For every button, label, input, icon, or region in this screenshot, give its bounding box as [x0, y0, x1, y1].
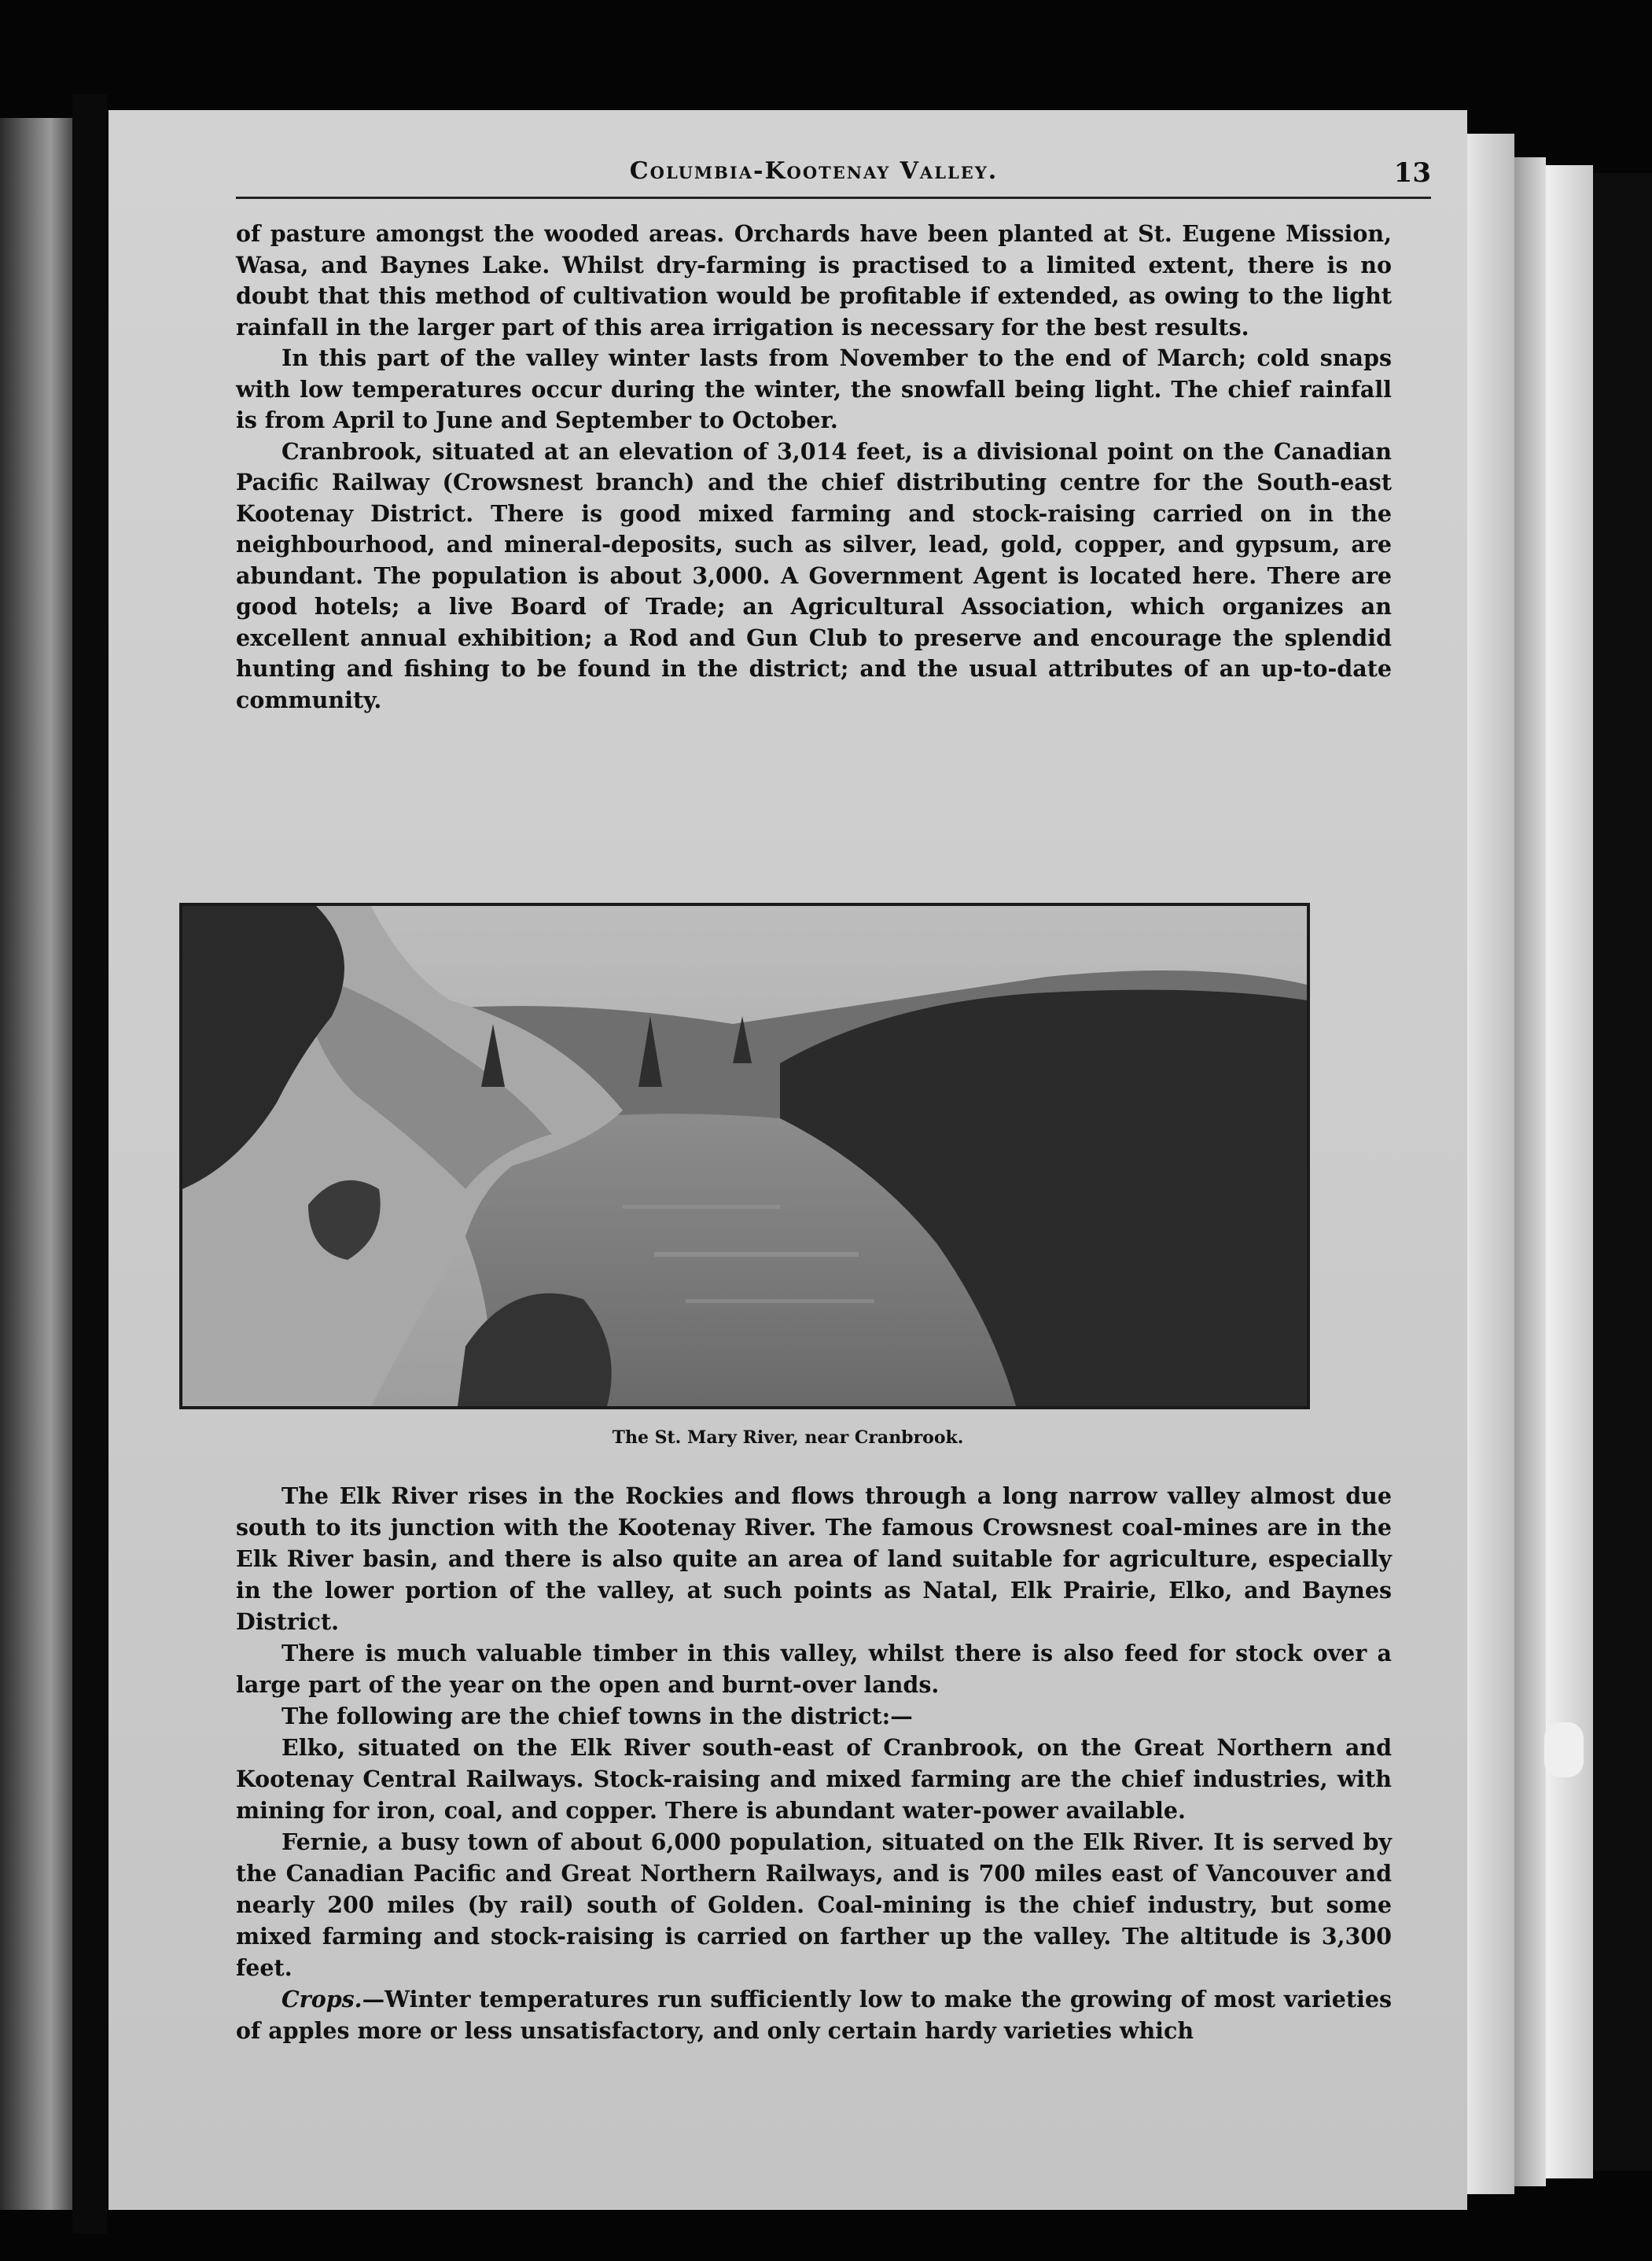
paragraph: Fernie, a busy town of about 6,000 population, situated on the Elk River. It is served by the Canadian Pacific and Great Northern Railways, and is 700 miles east of Vancouver and nearly 200 miles (by rail) south of Golden. Coal-mining is the chief industry, but some mixed farming and stock-raising is carried on farther up the valley. The altitude is 3,300 feet. [236, 1828, 1392, 1981]
page-edge-stack [1467, 134, 1514, 2194]
book-gutter [72, 94, 107, 2233]
photo-plate [179, 903, 1310, 1409]
page-number: 13 [1393, 157, 1431, 189]
paragraph: The Elk River rises in the Rockies and flows through a long narrow valley almost due south to its junction with the Kootenay River. The famous Crowsnest coal-mines are in the Elk River basin, and there is also quite an area of land suitable for agriculture, especially in the lower portion of the valley, at such points as Natal, Elk Prairie, Elko, and Baynes District. [236, 1482, 1392, 1635]
book-page [109, 110, 1467, 2210]
river-photograph [182, 906, 1307, 1406]
text-block-top [236, 219, 1392, 716]
paragraph-crops [236, 1983, 1392, 2046]
paragraph: There is much valuable timber in this valley, whilst there is also feed for stock over a large part of the year on the open and burnt-over lands. [236, 1640, 1392, 1698]
paper-tear [1544, 1722, 1584, 1777]
crops-label: Crops. [281, 1986, 362, 2012]
paragraph: Elko, situated on the Elk River south-east of Cranbrook, on the Great Northern and Kootenay Central Railways. Stock-raising and mixed farming are the chief industries, with mining for iron, coal, and copper. There is abundant water-power available. [236, 1734, 1392, 1824]
page-edge-stack [1546, 165, 1593, 2178]
book-cover-edge [1593, 173, 1652, 2171]
paragraph: Cranbrook, situated at an elevation of 3,014 feet, is a divisional point on the Canadian Pacific Railway (Crowsnest branch) and the chief distributing centre for the South-east Kootenay District. There is good mixed farming and stock-raising carried on in the neighbourhood, and mineral-deposits, such as silver, lead, gold, copper, and gypsum, are abundant. The population is about 3,000. A Government Agent is located here. There are good hotels; a live Board of Trade; an Agricultural Association, which organizes an excellent annual exhibition; a Rod and Gun Club to preserve and encourage the splendid hunting and fishing to be found in the district; and the usual attributes of an up-to-date community. [236, 437, 1392, 713]
crops-text: —Winter temperatures run sufficiently low to make the growing of most varieties of apples more or less unsatisfactory, and only certain hardy varieties which [236, 1986, 1392, 2044]
paragraph: In this part of the valley winter lasts from November to the end of March; cold snaps with low temperatures occur during the winter, the snowfall being light. The chief rainfall is from April to June and September to October. [236, 344, 1392, 433]
header-rule [236, 197, 1431, 199]
page-edge-stack [1514, 157, 1546, 2186]
paragraph: The following are the chief towns in the district:— [281, 1703, 913, 1729]
left-page-edge [0, 118, 72, 2210]
figure-caption: The St. Mary River, near Cranbrook. [612, 1427, 964, 1448]
text-block-bottom [236, 1480, 1392, 2046]
running-title: Columbia-Kootenay Valley. [629, 157, 999, 185]
paragraph: of pasture amongst the wooded areas. Orchards have been planted at St. Eugene Mission, Wasa, and Baynes Lake. Whilst dry-farming is practised to a limited extent, there is no doubt that this method of cultivation would be profitable if extended, as owing to the light rainfall in the larger part of this area irrigation is necessary for the best results. [236, 220, 1392, 341]
